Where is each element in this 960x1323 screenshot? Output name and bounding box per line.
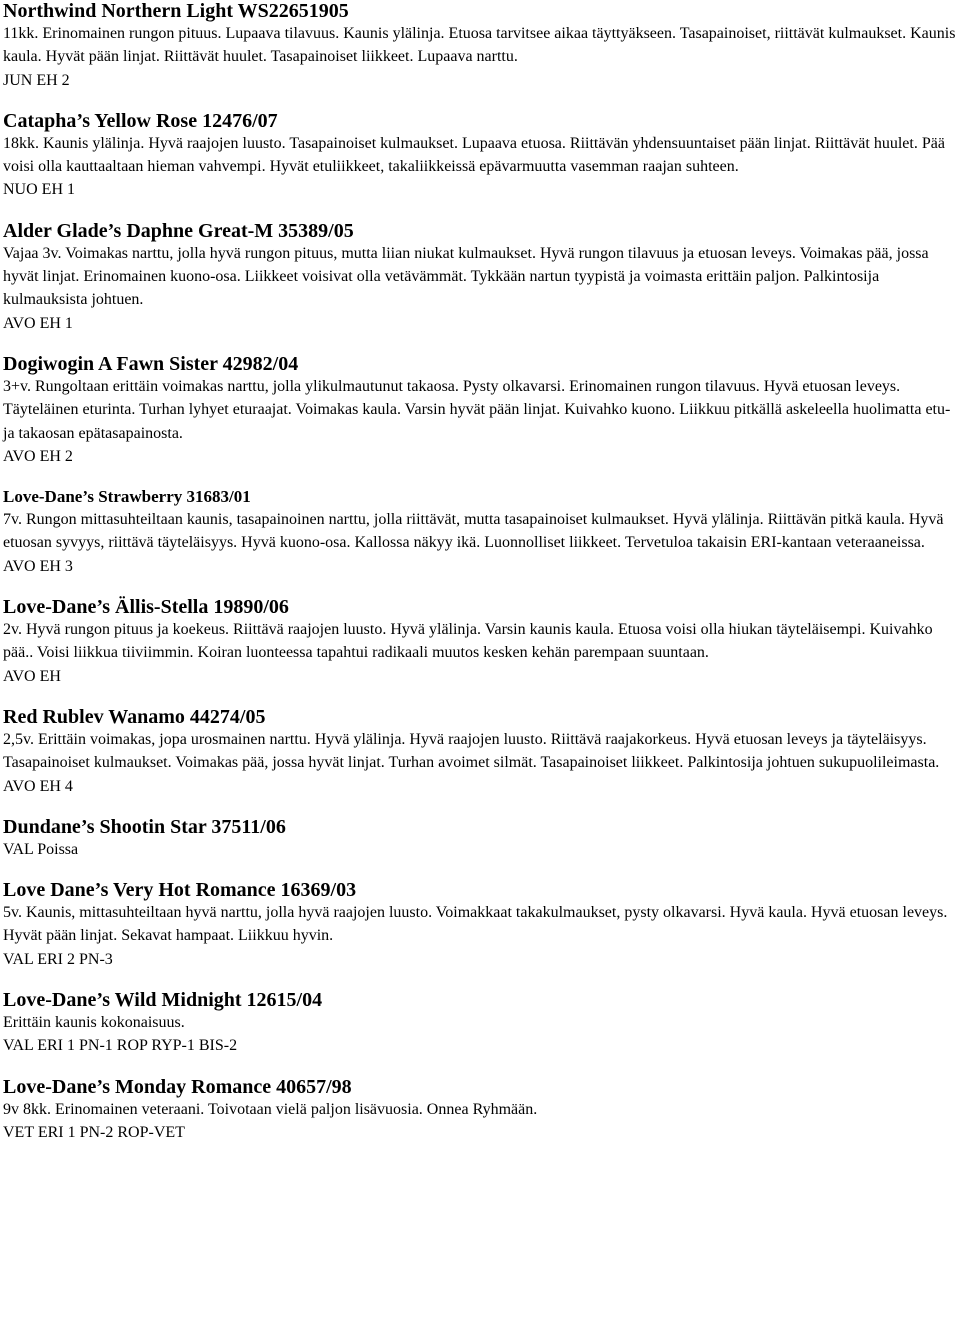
dog-name: Love-Dane’s Wild Midnight 12615/04 (3, 989, 323, 1012)
dog-critique: 7v. Rungon mittasuhteiltaan kaunis, tasapainoinen narttu, jolla riittävät, mutta tasapainoiset kulmaukset. Hyvä ylälinja. Riittävän pitkä kaula. Hyvä etuosan syvyys, riittävä täyteläisyys. Hyvä kuono-osa. Kallossa näkyy ikä. Luonnolliset liikkeet. Tervetuloa takaisin ERI-kantaan veteraaneissa. (3, 511, 944, 552)
spacer (3, 1058, 956, 1076)
dog-name: Love-Dane’s Monday Romance 40657/98 (3, 1075, 352, 1098)
dog-result: AVO EH 4 (3, 777, 73, 795)
dog-critique: 9v 8kk. Erinomainen veteraani. Toivotaan vielä paljon lisävuosia. Onnea Ryhmään. (3, 1100, 538, 1118)
spacer (3, 798, 956, 816)
dog-entry (3, 706, 956, 798)
dog-name: Northwind Northern Light WS22651905 (3, 0, 349, 22)
dog-critique: 2,5v. Erittäin voimakas, jopa urosmainen narttu. Hyvä ylälinja. Hyvä raajojen luusto. Riittävä raajakorkeus. Hyvä etuosan leveys ja täyteläisyys. Tasapainoiset kulmaukset. Voimakas pää, jossa hyvät linjat. Turhan avoimet silmät. Tasapainoiset liikkeet. Palkintosija johtuen sukupuolileimasta. (3, 730, 940, 772)
dog-entry (3, 816, 956, 861)
dog-critique: 2v. Hyvä rungon pituus ja koekeus. Riittävä raajojen luusto. Hyvä ylälinja. Varsin kaunis kaula. Etuosa voisi olla hiukan täyteläisempi. Kuivahko pää.. Voisi liikkua tiiviimmin. Koiran luonteessa tapahtui radikaali muutos kesken kehän parempaan suuntaan. (3, 621, 933, 662)
dog-name: Catapha’s Yellow Rose 12476/07 (3, 109, 278, 132)
dog-entry (3, 486, 956, 578)
dog-name: Love-Dane’s Strawberry 31683/01 (3, 487, 251, 507)
dog-entry (3, 596, 956, 688)
spacer (3, 202, 956, 220)
dog-entry (3, 353, 956, 468)
dog-critique: Vajaa 3v. Voimakas narttu, jolla hyvä rungon pituus, mutta liian niukat kulmaukset. Hyvä rungon tilavuus ja etuosan leveys. Voimakas pää, jossa hyvät linjat. Erinomainen kuono-osa. Liikkeet voisivat olla vetävämmät. Tykkään nartun tyypistä ja voimasta erittäin paljon. Palkintosija kulmauksista johtuen. (3, 244, 929, 309)
dog-entry (3, 220, 956, 335)
dog-critique: 3+v. Rungoltaan erittäin voimakas narttu, jolla ylikulmautunut takaosa. Pysty olkavarsi. Erinomainen rungon tilavuus. Hyvä etuosan leveys. Täyteläinen eturinta. Turhan lyhyet eturaajat. Voimakas kaula. Varsin hyvät pään linjat. Kuivahko kuono. Liikkuu pitkällä askeleella huolimatta etu- ja takaosan epätasapainosta. (3, 377, 951, 442)
spacer (3, 688, 956, 706)
spacer (3, 335, 956, 353)
dog-result: AVO EH (3, 667, 61, 685)
dog-name: Dogiwogin A Fawn Sister 42982/04 (3, 352, 299, 375)
spacer (3, 861, 956, 879)
dog-critique: 5v. Kaunis, mittasuhteiltaan hyvä narttu, jolla hyvä raajojen luusto. Voimakkaat takakulmaukset, pysty olkavarsi. Hyvä kaula. Hyvä etuosan leveys. Hyvät pään linjat. Sekavat hampaat. Liikkuu hyvin. (3, 904, 948, 945)
dog-result: VET ERI 1 PN-2 ROP-VET (3, 1123, 185, 1141)
dog-name: Alder Glade’s Daphne Great-M 35389/05 (3, 219, 354, 242)
dog-result: VAL ERI 1 PN-1 ROP RYP-1 BIS-2 (3, 1037, 238, 1055)
dog-result: AVO EH 1 (3, 314, 73, 332)
dog-result: VAL ERI 2 PN-3 (3, 950, 113, 968)
spacer (3, 92, 956, 110)
dog-name: Love-Dane’s Ällis-Stella 19890/06 (3, 596, 289, 619)
dog-critique: Erittäin kaunis kokonaisuus. (3, 1014, 185, 1032)
dog-name: Dundane’s Shootin Star 37511/06 (3, 815, 286, 838)
dog-name: Love Dane’s Very Hot Romance 16369/03 (3, 879, 357, 902)
dog-result: VAL Poissa (3, 840, 79, 858)
dog-result: AVO EH 3 (3, 557, 73, 575)
dog-critique: 11kk. Erinomainen rungon pituus. Lupaava tilavuus. Kaunis ylälinja. Etuosa tarvitsee aikaa täyttyäkseen. Tasapainoiset, riittävät kulmaukset. Kaunis kaula. Hyvät pään linjat. Riittävät huulet. Tasapainoiset liikkeet. Lupaava narttu. (3, 25, 956, 66)
dog-result: AVO EH 2 (3, 447, 73, 465)
dog-entry (3, 1076, 956, 1145)
dog-critique: 18kk. Kaunis ylälinja. Hyvä raajojen luusto. Tasapainoiset kulmaukset. Lupaava etuosa. Riittävän yhdensuuntaiset pään linjat. Riittävät huulet. Pää voisi olla kauttaaltaan hieman vahvempi. Hyvät etuliikkeet, takaliikkeissä epävarmuutta vasemman raajan suhteen. (3, 134, 945, 176)
dog-result: JUN EH 2 (3, 71, 70, 89)
dog-entry (3, 879, 956, 971)
spacer (3, 468, 956, 486)
dog-entry (3, 110, 956, 202)
spacer (3, 578, 956, 596)
spacer (3, 971, 956, 989)
dog-entry (3, 0, 956, 92)
dog-result: NUO EH 1 (3, 181, 75, 199)
dog-entry (3, 989, 956, 1058)
dog-name: Red Rublev Wanamo 44274/05 (3, 705, 266, 728)
